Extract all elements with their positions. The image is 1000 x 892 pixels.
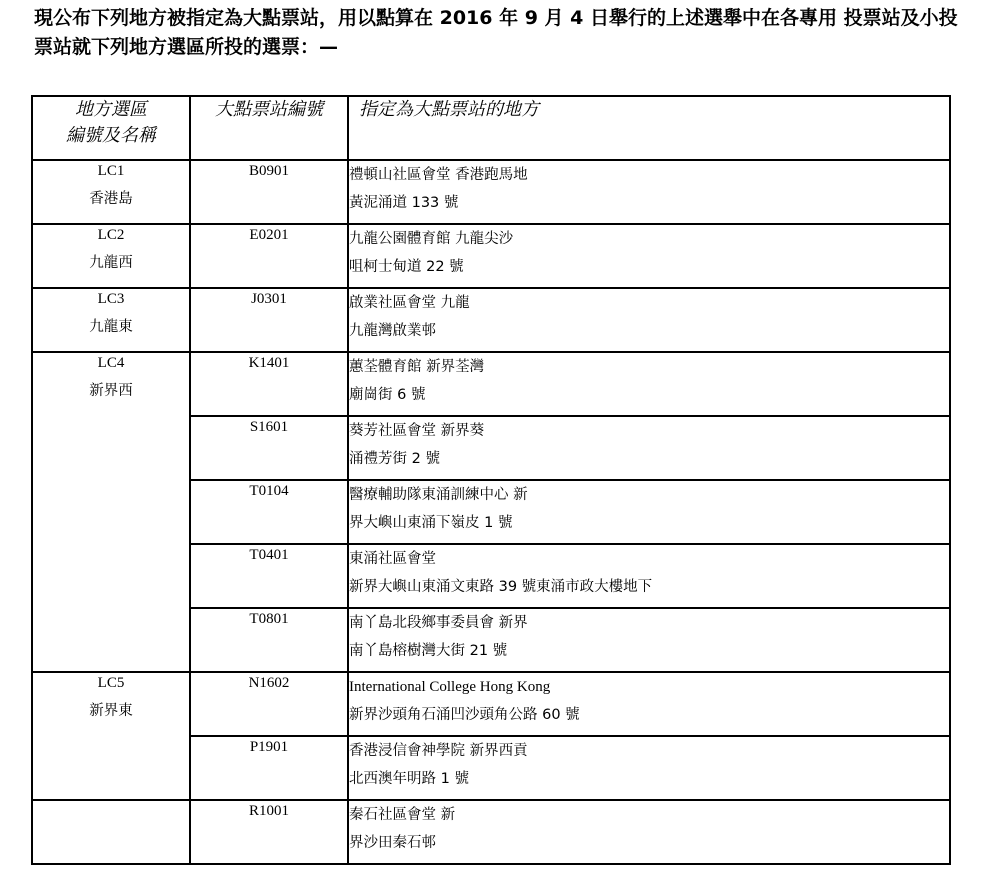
station-place [348,672,950,736]
station-place [348,224,950,288]
counting-stations-table [31,95,951,865]
district-cell [32,224,190,288]
notice-intro: 現公布下列地方被指定為大點票站，用以點算在 2016 年 9 月 4 日舉行的上述選舉中在各專用 投票站及小投票站就下列地方選區所投的選票：— [34,7,958,58]
station-place-line2: 南丫島榕樹灣大街 21 號 [349,643,508,659]
station-place [348,800,950,864]
station-place [348,352,950,416]
header-station-code: 大點票站編號 [190,96,348,160]
station-place-line2: 廟崗街 6 號 [349,387,426,403]
district-code: LC1 [97,163,125,179]
station-place-line1: 啟業社區會堂 九龍 [349,295,470,311]
district-code: LC3 [97,291,125,307]
station-place-line1: 九龍公園體育館 九龍尖沙 [349,231,514,247]
header-station-place: 指定為大點票站的地方 [348,96,950,160]
district-code: LC4 [97,355,125,371]
table-row [32,160,950,224]
station-place-line1: 香港浸信會神學院 新界西貢 [349,743,528,759]
station-place-line1: 南丫島北段鄉事委員會 新界 [349,615,528,631]
district-name: 九龍東 [89,319,133,335]
station-code: B0901 [190,160,348,224]
district-name: 香港島 [89,191,133,207]
district-cell [32,672,190,800]
station-code: E0201 [190,224,348,288]
station-place [348,544,950,608]
station-place [348,480,950,544]
station-place-line2: 界大嶼山東涌下嶺皮 1 號 [349,515,513,531]
station-place-line2: 涌禮芳街 2 號 [349,451,440,467]
station-code: T0801 [190,608,348,672]
station-place [348,288,950,352]
station-place-line2: 界沙田秦石邨 [349,835,436,851]
station-code: T0104 [190,480,348,544]
station-place-line1: 葵芳社區會堂 新界葵 [349,423,485,439]
district-cell [32,288,190,352]
station-place-line2: 新界大嶼山東涌文東路 39 號東涌市政大樓地下 [349,579,653,595]
station-place-line1: 蕙荃體育館 新界荃灣 [349,359,485,375]
station-code: P1901 [190,736,348,800]
station-place-line1: 醫療輔助隊東涌訓練中心 新 [349,487,528,503]
station-place-line1: 東涌社區會堂 [349,551,436,567]
station-place-line1: International College Hong Kong [349,679,551,695]
station-place-line1: 禮頓山社區會堂 香港跑馬地 [349,167,528,183]
station-code: J0301 [190,288,348,352]
station-place-line2: 北西澳年明路 1 號 [349,771,469,787]
station-place [348,736,950,800]
station-code: T0401 [190,544,348,608]
district-code: LC2 [97,227,125,243]
table-row [32,288,950,352]
district-cell [32,352,190,672]
station-place-line2: 九龍灣啟業邨 [349,323,436,339]
station-place-line1: 秦石社區會堂 新 [349,807,456,823]
station-code: S1601 [190,416,348,480]
table-row [32,672,950,736]
table-row [32,224,950,288]
district-code: LC5 [97,675,125,691]
district-name: 新界西 [89,383,133,399]
station-code: K1401 [190,352,348,416]
station-code: N1602 [190,672,348,736]
table-header-row [32,96,950,160]
station-place-line2: 黃泥涌道 133 號 [349,195,459,211]
district-cell [32,160,190,224]
station-place [348,416,950,480]
header-district-line1: 地方選區 [75,99,147,120]
station-place-line2: 新界沙頭角石涌凹沙頭角公路 60 號 [349,707,580,723]
district-name: 新界東 [89,703,133,719]
header-district [32,96,190,160]
station-place [348,608,950,672]
district-name: 九龍西 [89,255,133,271]
station-place-line2: 咀柯士甸道 22 號 [349,259,464,275]
district-cell-empty [32,800,190,864]
station-place [348,160,950,224]
header-district-line2: 編號及名稱 [66,125,156,146]
table-row [32,800,950,864]
table-row [32,352,950,416]
station-code: R1001 [190,800,348,864]
